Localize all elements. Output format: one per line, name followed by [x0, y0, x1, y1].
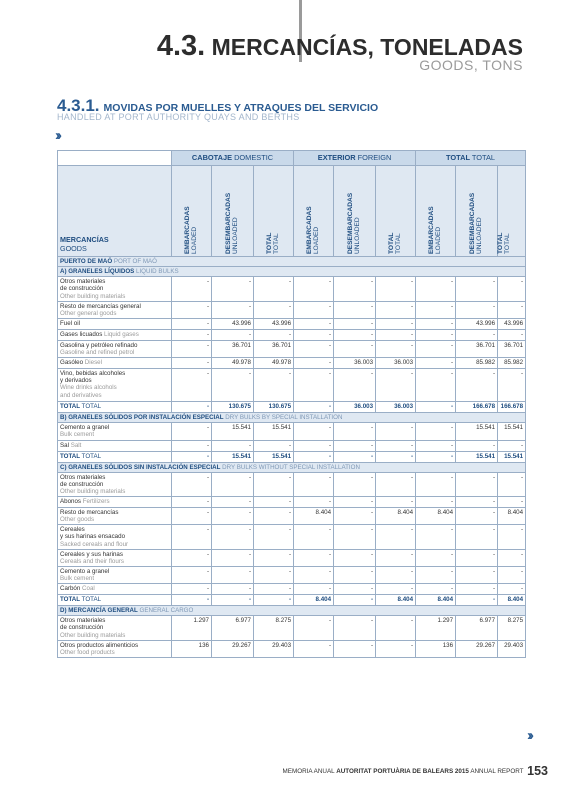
value-cell: - [212, 440, 254, 451]
value-cell: - [172, 358, 212, 369]
value-cell: - [254, 549, 294, 566]
value-cell: 15.541 [254, 423, 294, 440]
footer-memoria: MEMORIA ANUAL [282, 768, 335, 775]
value-cell: - [294, 277, 334, 301]
value-cell: - [294, 451, 334, 462]
value-cell: - [294, 472, 334, 496]
value-cell: 15.541 [212, 423, 254, 440]
value-cell: - [334, 595, 376, 606]
table-row [58, 340, 526, 357]
value-cell: - [376, 369, 416, 402]
value-cell: - [334, 423, 376, 440]
value-cell: - [212, 497, 254, 508]
value-cell: - [212, 595, 254, 606]
value-cell: - [456, 595, 498, 606]
section-row: D) MERCANCÍA GENERAL GENERAL CARGO [58, 606, 526, 616]
value-cell: 36.701 [254, 340, 294, 357]
value-cell: 8.404 [498, 508, 526, 525]
chapter-title-text: MERCANCÍAS, TONELADAS [211, 34, 523, 60]
value-cell: - [172, 566, 212, 583]
value-cell: 6.977 [212, 616, 254, 640]
value-cell: - [294, 549, 334, 566]
value-cell: 15.541 [498, 423, 526, 440]
value-cell: - [334, 440, 376, 451]
table-row [58, 472, 526, 496]
value-cell: - [376, 584, 416, 595]
value-cell: - [498, 525, 526, 549]
table-row [58, 318, 526, 329]
value-cell: - [456, 369, 498, 402]
value-cell: - [376, 451, 416, 462]
value-cell: 36.003 [334, 358, 376, 369]
value-cell: - [172, 277, 212, 301]
value-cell: - [172, 584, 212, 595]
next-page-icon[interactable]: ›› [527, 727, 531, 744]
value-cell: - [294, 440, 334, 451]
value-cell: - [416, 369, 456, 402]
total-row [58, 451, 526, 462]
table-row [58, 616, 526, 640]
value-cell: - [376, 497, 416, 508]
value-cell: - [254, 329, 294, 340]
value-cell: 8.404 [294, 595, 334, 606]
column-header-row [58, 166, 526, 257]
footer-report: ANNUAL REPORT [470, 768, 524, 775]
row-label: Fuel oil [58, 318, 172, 329]
value-cell: - [294, 369, 334, 402]
value-cell: - [212, 329, 254, 340]
value-cell: - [254, 472, 294, 496]
value-cell: 8.404 [416, 508, 456, 525]
row-label: TOTAL TOTAL [58, 451, 172, 462]
value-cell: - [334, 369, 376, 402]
table-row [58, 549, 526, 566]
value-cell: - [172, 525, 212, 549]
value-cell: - [294, 301, 334, 318]
value-cell: - [456, 472, 498, 496]
value-cell: - [212, 301, 254, 318]
double-chevron-right-icon: ›› [55, 127, 59, 144]
value-cell: 29.267 [212, 640, 254, 657]
value-cell: - [498, 329, 526, 340]
value-cell: - [416, 584, 456, 595]
row-label: Sal Salt [58, 440, 172, 451]
value-cell: - [334, 508, 376, 525]
value-cell: - [172, 423, 212, 440]
value-cell: - [172, 301, 212, 318]
value-cell: - [334, 340, 376, 357]
table-row [58, 566, 526, 583]
value-cell: - [334, 472, 376, 496]
value-cell: 136 [416, 640, 456, 657]
value-cell: - [172, 508, 212, 525]
value-cell: - [456, 566, 498, 583]
value-cell: - [416, 497, 456, 508]
value-cell: - [294, 525, 334, 549]
column-header-domestic-total: TOTAL TOTAL [254, 166, 294, 257]
value-cell: - [376, 301, 416, 318]
value-cell: - [172, 340, 212, 357]
value-cell: - [376, 329, 416, 340]
page-number: 153 [527, 764, 548, 778]
value-cell: 8.404 [376, 508, 416, 525]
value-cell: - [334, 318, 376, 329]
value-cell: - [172, 451, 212, 462]
section-title-text: MOVIDAS POR MUELLES Y ATRAQUES DEL SERVICIO [103, 102, 379, 114]
column-header-foreign-total: TOTAL TOTAL [376, 166, 416, 257]
value-cell: - [498, 549, 526, 566]
value-cell: - [294, 358, 334, 369]
value-cell: - [376, 616, 416, 640]
value-cell: - [376, 549, 416, 566]
value-cell: - [456, 549, 498, 566]
total-row [58, 402, 526, 413]
value-cell: - [376, 640, 416, 657]
value-cell: - [334, 329, 376, 340]
value-cell: - [416, 566, 456, 583]
value-cell: - [416, 402, 456, 413]
column-header-total-loaded: EMBARCADAS LOADED [416, 166, 456, 257]
value-cell: - [334, 277, 376, 301]
value-cell: 8.404 [294, 508, 334, 525]
row-label: Cereales y sus harinas Cereals and their flours [58, 549, 172, 566]
column-header-foreign-loaded: EMBARCADAS LOADED [294, 166, 334, 257]
value-cell: - [294, 497, 334, 508]
value-cell: 29.403 [498, 640, 526, 657]
value-cell: - [172, 549, 212, 566]
table-row [58, 525, 526, 549]
table-row [58, 584, 526, 595]
value-cell: - [416, 440, 456, 451]
value-cell: - [498, 301, 526, 318]
value-cell: 8.404 [416, 595, 456, 606]
value-cell: 49.978 [212, 358, 254, 369]
table-row [58, 640, 526, 657]
column-header-foreign-unloaded: DESEMBARCADAS UNLOADED [334, 166, 376, 257]
value-cell: - [416, 301, 456, 318]
row-label: TOTAL TOTAL [58, 595, 172, 606]
column-header-domestic-unloaded: DESEMBARCADAS UNLOADED [212, 166, 254, 257]
value-cell: - [498, 369, 526, 402]
value-cell: - [212, 549, 254, 566]
value-cell: 166.678 [456, 402, 498, 413]
total-row [58, 595, 526, 606]
value-cell: - [212, 566, 254, 583]
value-cell: 1.297 [416, 616, 456, 640]
value-cell: 136 [172, 640, 212, 657]
row-label: TOTAL TOTAL [58, 402, 172, 413]
group-header-total: TOTAL TOTAL [416, 151, 526, 166]
table-row [58, 369, 526, 402]
value-cell: 36.003 [376, 402, 416, 413]
value-cell: - [172, 595, 212, 606]
value-cell: - [416, 451, 456, 462]
value-cell: 29.403 [254, 640, 294, 657]
value-cell: - [294, 566, 334, 583]
value-cell: - [334, 549, 376, 566]
value-cell: - [172, 329, 212, 340]
row-label: Cemento a granel Bulk cement [58, 566, 172, 583]
row-label: Otros materiales de construcción Other building materials [58, 472, 172, 496]
group-header-blank [58, 151, 172, 166]
value-cell: 85.982 [498, 358, 526, 369]
value-cell: - [456, 301, 498, 318]
value-cell: 43.996 [456, 318, 498, 329]
value-cell: 166.678 [498, 402, 526, 413]
row-label: Otros productos alimenticios Other food products [58, 640, 172, 657]
section-row: C) GRANELES SÓLIDOS SIN INSTALACIÓN ESPECIAL DRY BULKS WITHOUT SPECIAL INSTALLATION [58, 462, 526, 472]
chapter-number: 4.3. [156, 30, 206, 62]
value-cell: - [416, 358, 456, 369]
value-cell: - [254, 525, 294, 549]
value-cell: - [498, 472, 526, 496]
column-header-total-unloaded: DESEMBARCADAS UNLOADED [456, 166, 498, 257]
value-cell: 29.267 [456, 640, 498, 657]
value-cell: - [172, 440, 212, 451]
value-cell: - [254, 508, 294, 525]
table-row [58, 508, 526, 525]
value-cell: - [456, 440, 498, 451]
value-cell: - [254, 566, 294, 583]
row-label: Abonos Fertilizers [58, 497, 172, 508]
value-cell: - [376, 423, 416, 440]
value-cell: - [294, 616, 334, 640]
value-cell: - [212, 508, 254, 525]
value-cell: - [498, 497, 526, 508]
table-row [58, 497, 526, 508]
value-cell: - [172, 402, 212, 413]
value-cell: - [376, 440, 416, 451]
value-cell: - [254, 369, 294, 402]
goods-column-header: MERCANCÍAS GOODS [58, 166, 172, 257]
value-cell: - [456, 497, 498, 508]
value-cell: - [376, 340, 416, 357]
value-cell: 43.996 [498, 318, 526, 329]
value-cell: - [456, 508, 498, 525]
value-cell: - [254, 595, 294, 606]
section-row: A) GRANELES LÍQUIDOS LIQUID BULKS [58, 267, 526, 277]
value-cell: - [334, 566, 376, 583]
value-cell: - [376, 318, 416, 329]
row-label: Carbón Coal [58, 584, 172, 595]
page-footer [283, 764, 548, 778]
group-header-row [58, 151, 526, 166]
value-cell: - [172, 318, 212, 329]
value-cell: 85.982 [456, 358, 498, 369]
value-cell: - [212, 584, 254, 595]
value-cell: - [416, 277, 456, 301]
group-header-domestic: CABOTAJE DOMESTIC [172, 151, 294, 166]
value-cell: - [416, 340, 456, 357]
value-cell: 8.275 [254, 616, 294, 640]
table-row [58, 423, 526, 440]
value-cell: - [294, 318, 334, 329]
row-label: Vino, bebidas alcoholes y derivados Wine drinks alcohols and derivatives [58, 369, 172, 402]
value-cell: 8.404 [498, 595, 526, 606]
value-cell: - [456, 525, 498, 549]
table-row [58, 277, 526, 301]
value-cell: - [376, 472, 416, 496]
value-cell: - [212, 472, 254, 496]
row-label: Resto de mercancías general Other general goods [58, 301, 172, 318]
row-label: Gasóleo Diesel [58, 358, 172, 369]
value-cell: 36.701 [456, 340, 498, 357]
row-label: Gasolina y petróleo refinado Gasoline and refined petrol [58, 340, 172, 357]
value-cell: - [254, 497, 294, 508]
value-cell: 15.541 [456, 451, 498, 462]
table-row [58, 329, 526, 340]
value-cell: 6.977 [456, 616, 498, 640]
value-cell: - [334, 301, 376, 318]
value-cell: - [456, 584, 498, 595]
value-cell: - [456, 329, 498, 340]
value-cell: 8.404 [376, 595, 416, 606]
value-cell: - [294, 640, 334, 657]
goods-table [57, 150, 526, 658]
value-cell: - [498, 277, 526, 301]
value-cell: 36.003 [334, 402, 376, 413]
value-cell: - [294, 584, 334, 595]
value-cell: - [294, 423, 334, 440]
value-cell: 8.275 [498, 616, 526, 640]
row-label: Otros materiales de construcción Other building materials [58, 277, 172, 301]
value-cell: - [294, 329, 334, 340]
value-cell: - [254, 440, 294, 451]
value-cell: - [376, 566, 416, 583]
value-cell: 15.541 [212, 451, 254, 462]
value-cell: - [212, 277, 254, 301]
value-cell: - [334, 497, 376, 508]
row-label: Gases licuados Liquid gases [58, 329, 172, 340]
value-cell: 36.701 [498, 340, 526, 357]
value-cell: - [172, 472, 212, 496]
value-cell: 36.701 [212, 340, 254, 357]
value-cell: - [416, 472, 456, 496]
value-cell: - [334, 451, 376, 462]
value-cell: - [498, 584, 526, 595]
value-cell: - [334, 584, 376, 595]
value-cell: 43.996 [212, 318, 254, 329]
value-cell: 130.675 [254, 402, 294, 413]
value-cell: - [172, 497, 212, 508]
value-cell: - [498, 566, 526, 583]
value-cell: 15.541 [456, 423, 498, 440]
value-cell: - [416, 329, 456, 340]
column-header-domestic-loaded: EMBARCADAS LOADED [172, 166, 212, 257]
row-label: Cereales y sus harinas ensacado Sacked cereals and flour [58, 525, 172, 549]
value-cell: - [498, 440, 526, 451]
chapter-subtitle: GOODS, TONS [419, 57, 523, 73]
value-cell: - [416, 423, 456, 440]
footer-org: AUTORITAT PORTUÀRIA DE BALEARS 2015 [336, 768, 469, 775]
value-cell: - [172, 369, 212, 402]
value-cell: - [212, 525, 254, 549]
value-cell: - [416, 549, 456, 566]
section-subtitle: HANDLED AT PORT AUTHORITY QUAYS AND BERTHS [57, 112, 300, 122]
value-cell: - [294, 402, 334, 413]
value-cell: - [416, 318, 456, 329]
column-header-total-total: TOTAL TOTAL [498, 166, 526, 257]
section-number: 4.3.1. [57, 96, 100, 115]
value-cell: 1.297 [172, 616, 212, 640]
value-cell: 15.541 [498, 451, 526, 462]
value-cell: 43.996 [254, 318, 294, 329]
table-row [58, 301, 526, 318]
value-cell: - [254, 277, 294, 301]
value-cell: - [456, 277, 498, 301]
table-row [58, 358, 526, 369]
value-cell: - [416, 525, 456, 549]
value-cell: 130.675 [212, 402, 254, 413]
value-cell: 15.541 [254, 451, 294, 462]
row-label: Resto de mercancías Other goods [58, 508, 172, 525]
value-cell: - [334, 525, 376, 549]
group-header-foreign: EXTERIOR FOREIGN [294, 151, 416, 166]
value-cell: - [376, 525, 416, 549]
row-label: Cemento a granel Bulk cement [58, 423, 172, 440]
value-cell: - [294, 340, 334, 357]
value-cell: - [334, 640, 376, 657]
section-row: B) GRANELES SÓLIDOS POR INSTALACIÓN ESPECIAL DRY BULKS BY SPECIAL INSTALLATION [58, 413, 526, 423]
row-label: Otros materiales de construcción Other building materials [58, 616, 172, 640]
value-cell: - [254, 301, 294, 318]
value-cell: - [376, 277, 416, 301]
value-cell: 49.978 [254, 358, 294, 369]
value-cell: - [254, 584, 294, 595]
port-row: PUERTO DE MAÓ PORT OF MAÓ [58, 257, 526, 267]
table-row [58, 440, 526, 451]
value-cell: - [212, 369, 254, 402]
value-cell: 36.003 [376, 358, 416, 369]
value-cell: - [334, 616, 376, 640]
